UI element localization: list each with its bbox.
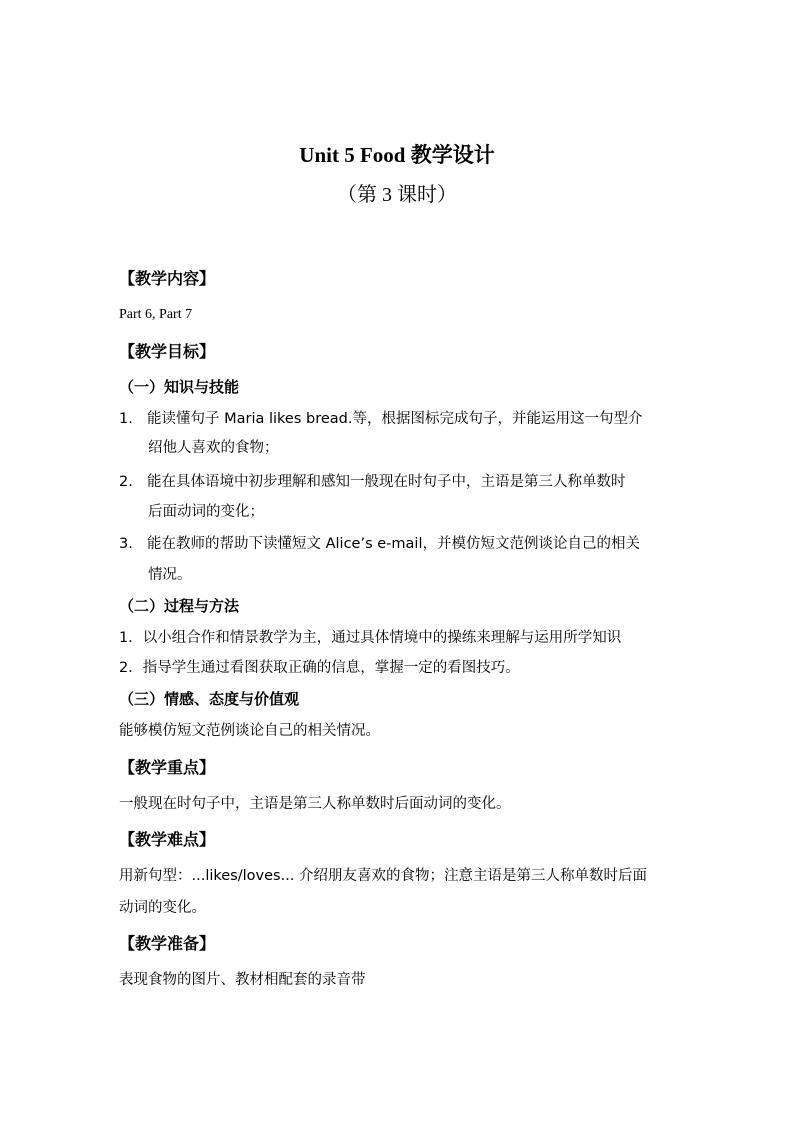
list-item-continuation: 后面动词的变化； xyxy=(148,504,264,520)
process-item-2: 2．指导学生通过看图获取正确的信息，掌握一定的看图技巧。 xyxy=(119,660,520,676)
list-number: 1. xyxy=(119,411,133,427)
emotion-attitude-text: 能够模仿短文范例谈论自己的相关情况。 xyxy=(119,723,380,739)
list-number: 2. xyxy=(119,474,133,490)
document-title: Unit 5 Food 教学设计 xyxy=(299,143,495,167)
preparation-text: 表现食物的图片、教材相配套的录音带 xyxy=(119,972,366,988)
list-item-continuation: 绍他人喜欢的食物； xyxy=(148,440,279,456)
key-points-text: 一般现在时句子中，主语是第三人称单数时后面动词的变化。 xyxy=(119,796,511,812)
teaching-content-text: Part 6, Part 7 xyxy=(119,307,193,322)
list-item-text: 能在教师的帮助下读懂短文 Alice’s e-mail，并模仿短文范例谈论自己的相关 xyxy=(147,536,640,552)
process-item-1: 1．以小组合作和情景教学为主，通过具体情境中的操练来理解与运用所学知识 xyxy=(119,630,622,646)
difficult-points-text: 用新句型：...likes/loves... 介绍朋友喜欢的食物；注意主语是第三人称单数时后面 xyxy=(119,868,648,884)
emotion-attitude-heading: （三）情感、态度与价值观 xyxy=(119,690,300,708)
process-methods-heading: （二）过程与方法 xyxy=(119,597,240,615)
preparation-heading: 【教学准备】 xyxy=(119,934,216,953)
difficult-points-heading: 【教学难点】 xyxy=(119,830,216,849)
list-item-text: 能读懂句子 Maria likes bread.等，根据图标完成句子，并能运用这一句型介 xyxy=(147,411,643,427)
difficult-points-text-cont: 动词的变化。 xyxy=(119,900,206,916)
list-item-text: 能在具体语境中初步理解和感知一般现在时句子中，主语是第三人称单数时 xyxy=(147,474,626,490)
document-subtitle: （第 3 课时） xyxy=(337,184,457,206)
teaching-content-heading: 【教学内容】 xyxy=(119,269,216,288)
knowledge-skills-heading: （一）知识与技能 xyxy=(119,378,240,396)
list-item-continuation: 情况。 xyxy=(148,567,192,583)
list-number: 3. xyxy=(119,536,133,552)
key-points-heading: 【教学重点】 xyxy=(119,758,216,777)
teaching-objectives-heading: 【教学目标】 xyxy=(119,342,216,361)
